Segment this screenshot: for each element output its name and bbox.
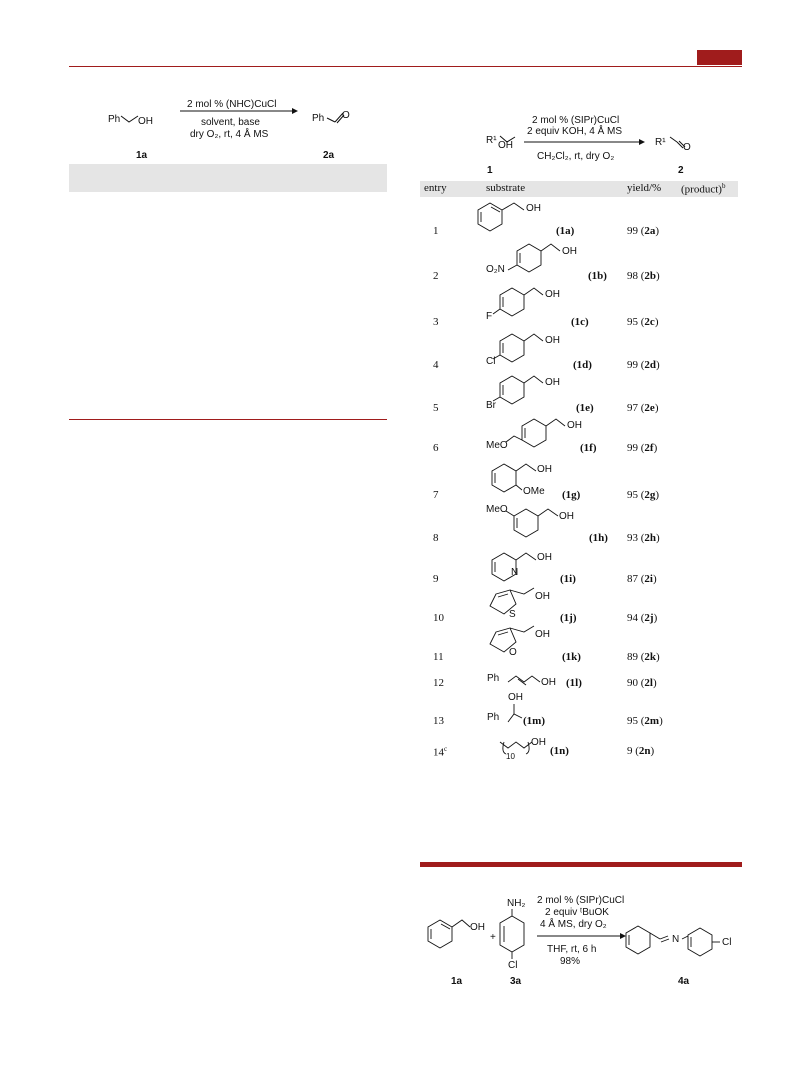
scheme2-product-r1: R¹ [655, 137, 666, 148]
label-1c-oh: OH [545, 289, 560, 300]
row-8-yield: 93 (2h) [627, 532, 660, 544]
row-13-compound: (1m) [523, 715, 545, 727]
scheme1-label-2a: 2a [323, 150, 335, 161]
label-1f-meo: MeO [486, 440, 508, 451]
row-8-entry: 8 [433, 532, 439, 544]
label-1f-oh: OH [567, 420, 582, 431]
scheme2-product-o: O [683, 142, 691, 153]
substrate-structures [470, 196, 630, 776]
row-9-compound: (1i) [560, 573, 576, 585]
label-1d-oh: OH [545, 335, 560, 346]
label-1i-oh: OH [537, 552, 552, 563]
row-9-yield: 87 (2i) [627, 573, 657, 585]
row-9-entry: 9 [433, 573, 439, 585]
scheme1-condition-solvent: solvent, base [201, 117, 260, 128]
row-3-yield: 95 (2c) [627, 316, 659, 328]
scheme3-product-cl: Cl [722, 937, 732, 948]
row-13-entry: 13 [433, 715, 444, 727]
row-1-entry: 1 [433, 225, 439, 237]
scheme2-condition-solvent: CH₂Cl₂, rt, dry O₂ [537, 151, 615, 162]
scheme3-yield: 98% [560, 956, 581, 967]
row-6-yield: 99 (2f) [627, 442, 658, 454]
label-1i-n: N [511, 567, 519, 578]
row-1-compound: (1a) [556, 225, 575, 237]
section-rule-left [69, 419, 387, 420]
row-14-entry: 14$^c$ [433, 745, 448, 759]
row-3-compound: (1c) [571, 316, 589, 328]
scheme1-label-1a: 1a [136, 150, 148, 161]
row-5-yield: 97 (2e) [627, 402, 659, 414]
section-rule-right [420, 862, 742, 867]
label-1e-oh: OH [545, 377, 560, 388]
row-11-entry: 11 [433, 651, 444, 663]
scheme1-condition-atmosphere: dry O₂, rt, 4 Å MS [190, 129, 269, 140]
scheme2-reaction-arrow [522, 138, 647, 146]
row-10-entry: 10 [433, 612, 444, 624]
row-7-entry: 7 [433, 489, 439, 501]
label-1g-ome: OMe [523, 486, 545, 497]
row-14-yield: 9 (2n) [627, 745, 655, 757]
scheme1-reactant-oh: OH [138, 116, 153, 127]
label-1j-oh: OH [535, 591, 550, 602]
label-1j-s: S [509, 609, 516, 620]
scheme3-label-4a: 4a [678, 976, 690, 987]
row-4-yield: 99 (2d) [627, 359, 660, 371]
scheme3-condition-base: 2 equiv ᵗBuOK [545, 907, 609, 918]
label-1d-cl: Cl [486, 356, 496, 367]
row-12-yield: 90 (2l) [627, 677, 657, 689]
row-11-compound: (1k) [562, 651, 581, 663]
row-2-compound: (1b) [588, 270, 607, 282]
label-1h-meo: MeO [486, 504, 508, 515]
label-1e-br: Br [486, 400, 496, 411]
label-1b-oh: OH [562, 246, 577, 257]
table-header-product: (product)$^b$ [681, 182, 726, 196]
row-1-yield: 99 (2a) [627, 225, 660, 237]
table-header-entry: entry [424, 182, 447, 194]
scheme3-condition-solvent: THF, rt, 6 h [547, 944, 597, 955]
scheme2-condition-catalyst: 2 mol % (SIPr)CuCl [532, 115, 620, 126]
scheme3-3a-cl: Cl [508, 960, 518, 971]
row-7-compound: (1g) [562, 489, 581, 501]
scheme3-label-3a: 3a [510, 976, 522, 987]
row-5-entry: 5 [433, 402, 439, 414]
table-header-yield: yield/% [627, 182, 662, 194]
scheme1-reactant-bonds [120, 108, 140, 128]
label-1m-oh: OH [508, 692, 523, 703]
scheme2-reactant-oh: OH [498, 140, 513, 151]
row-4-entry: 4 [433, 359, 439, 371]
scheme1-reactant-ph: Ph [108, 114, 121, 125]
label-1b-o2n: O₂N [486, 264, 505, 275]
table-header-band-left [69, 164, 387, 192]
scheme3-condition-atmosphere: 4 Å MS, dry O₂ [540, 919, 607, 930]
header-rule [69, 66, 742, 67]
label-1c-f: F [486, 311, 493, 322]
row-2-yield: 98 (2b) [627, 270, 660, 282]
label-1n-oh: OH [531, 737, 546, 748]
row-5-compound: (1e) [576, 402, 594, 414]
row-3-entry: 3 [433, 316, 439, 328]
label-1k-oh: OH [535, 629, 550, 640]
row-12-compound: (1l) [566, 677, 582, 689]
row-6-entry: 6 [433, 442, 439, 454]
label-1k-o: O [509, 647, 517, 658]
row-6-compound: (1f) [580, 442, 597, 454]
scheme1-reaction-arrow [178, 107, 300, 115]
row-4-compound: (1d) [573, 359, 592, 371]
row-10-compound: (1j) [560, 612, 577, 624]
label-1l-ph: Ph [487, 673, 500, 684]
label-1m-ph: Ph [487, 712, 500, 723]
scheme1-product-ph: Ph [312, 113, 325, 124]
row-14-compound: (1n) [550, 745, 569, 757]
row-8-compound: (1h) [589, 532, 608, 544]
scheme3-1a-oh: OH [470, 922, 485, 933]
scheme2-label-2: 2 [678, 165, 684, 176]
header-accent-tab [697, 50, 742, 65]
scheme1-product-o: O [342, 110, 350, 121]
label-1l-oh: OH [541, 677, 556, 688]
scheme2-label-1: 1 [487, 165, 493, 176]
row-10-yield: 94 (2j) [627, 612, 658, 624]
row-7-yield: 95 (2g) [627, 489, 660, 501]
scheme3-nh2: NH₂ [507, 898, 526, 909]
table-header-substrate: substrate [486, 182, 526, 194]
row-12-entry: 12 [433, 677, 444, 689]
row-13-yield: 95 (2m) [627, 715, 663, 727]
scheme3-product-n: N [672, 934, 680, 945]
label-1h-oh: OH [559, 511, 574, 522]
row-11-yield: 89 (2k) [627, 651, 660, 663]
label-1g-oh: OH [537, 464, 552, 475]
scheme1-condition-catalyst: 2 mol % (NHC)CuCl [187, 99, 277, 110]
scheme3-condition-catalyst: 2 mol % (SIPr)CuCl [537, 895, 625, 906]
label-1a-oh: OH [526, 203, 541, 214]
scheme2-reactant-r1: R¹ [486, 135, 497, 146]
scheme3-plus: + [490, 932, 496, 943]
row-2-entry: 2 [433, 270, 439, 282]
scheme2-condition-base: 2 equiv KOH, 4 Å MS [527, 126, 623, 137]
label-1n-subscript-10: 10 [506, 752, 515, 761]
scheme3-label-1a: 1a [451, 976, 463, 987]
